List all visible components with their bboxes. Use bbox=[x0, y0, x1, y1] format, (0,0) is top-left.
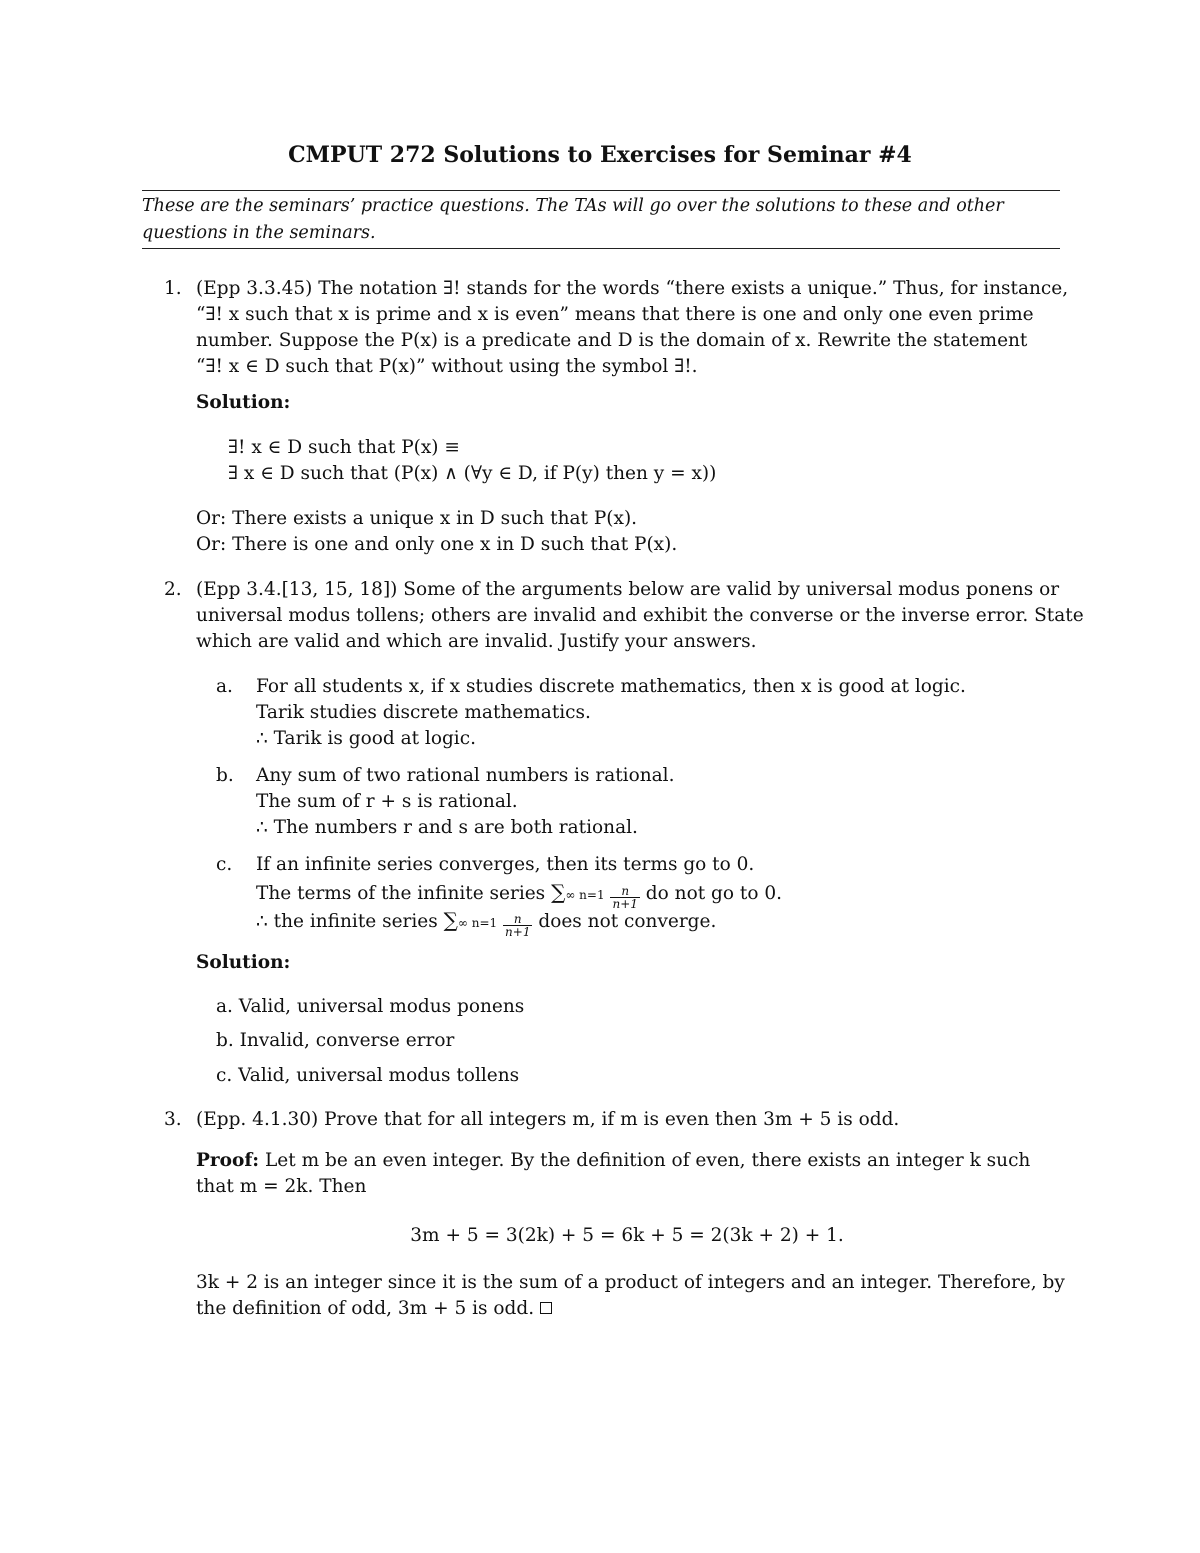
q3-proof-line-1 bbox=[196, 1148, 1030, 1174]
page-title: CMPUT 272 Solutions to Exercises for Seminar #4 bbox=[288, 142, 912, 168]
fraction-numerator: n bbox=[610, 885, 639, 898]
summation-symbol: ∑ bbox=[443, 908, 458, 932]
q3-proof-label: Proof: bbox=[196, 1150, 260, 1171]
q1-line-1: (Epp 3.3.45) The notation ∃! stands for the words “there exists a unique.” Thus, for instance, bbox=[196, 278, 1069, 299]
q2-c-label: c. bbox=[216, 854, 233, 875]
fraction-denominator: n+1 bbox=[612, 897, 638, 911]
q1-formula-2: ∃ x ∈ D such that (P(x) ∧ (∀y ∈ D, if P(y) then y = x)) bbox=[228, 463, 717, 484]
q2-line-1: (Epp 3.4.[13, 15, 18]) Some of the arguments below are valid by universal modus ponens or bbox=[196, 579, 1060, 600]
q1-or-2: Or: There is one and only one x in D such that P(x). bbox=[196, 534, 678, 555]
summation-limits: ∞ n=1 bbox=[565, 888, 605, 902]
q1-line-3: number. Suppose the P(x) is a predicate and D is the domain of x. Rewrite the statement bbox=[196, 330, 1028, 351]
q2-line-3: which are valid and which are invalid. Justify your answers. bbox=[196, 631, 757, 652]
q2-solution-label: Solution: bbox=[196, 952, 291, 973]
q2-c-line-3-post: does not converge. bbox=[538, 911, 717, 932]
q2-a-line-2: Tarik studies discrete mathematics. bbox=[256, 702, 591, 723]
q2-c-line-3 bbox=[256, 907, 716, 938]
fraction-denominator: n+1 bbox=[505, 925, 531, 939]
fraction bbox=[503, 913, 532, 938]
q1-line-4: “∃! x ∈ D such that P(x)” without using the symbol ∃!. bbox=[196, 356, 698, 377]
q2-c-line-2 bbox=[256, 879, 782, 910]
q3-conclusion-2 bbox=[196, 1296, 552, 1322]
q2-b-line-3: ∴ The numbers r and s are both rational. bbox=[256, 817, 638, 838]
q2-answer-a: a. Valid, universal modus ponens bbox=[216, 996, 525, 1017]
q3-conclusion-2-text: the definition of odd, 3m + 5 is odd. bbox=[196, 1298, 535, 1319]
q1-solution-label: Solution: bbox=[196, 392, 291, 413]
q2-b-line-2: The sum of r + s is rational. bbox=[256, 791, 518, 812]
q2-c-line-2-post: do not go to 0. bbox=[645, 883, 782, 904]
q2-c-line-2-pre: The terms of the infinite series bbox=[256, 883, 546, 904]
q3-equation: 3m + 5 = 3(2k) + 5 = 6k + 5 = 2(3k + 2) + 1. bbox=[410, 1225, 844, 1246]
summation-symbol: ∑ bbox=[551, 880, 566, 904]
q2-c-line-1: If an infinite series converges, then its terms go to 0. bbox=[256, 854, 755, 875]
q3-proof-text-1: Let m be an even integer. By the definition of even, there exists an integer k such bbox=[265, 1150, 1031, 1171]
q3-number: 3. bbox=[164, 1109, 182, 1130]
q3-proof-line-2: that m = 2k. Then bbox=[196, 1176, 367, 1197]
fraction-numerator: n bbox=[503, 913, 532, 926]
q2-a-label: a. bbox=[216, 676, 233, 697]
q1-or-1: Or: There exists a unique x in D such that P(x). bbox=[196, 508, 638, 529]
q2-answer-c: c. Valid, universal modus tollens bbox=[216, 1065, 520, 1086]
summation-limits: ∞ n=1 bbox=[457, 916, 498, 930]
q2-line-2: universal modus tollens; others are invalid and exhibit the converse or the inverse error. State bbox=[196, 605, 1084, 626]
q2-a-line-1: For all students x, if x studies discrete mathematics, then x is good at logic. bbox=[256, 676, 966, 697]
bottom-rule bbox=[142, 248, 1060, 249]
qed-square-icon bbox=[540, 1302, 552, 1314]
q2-number: 2. bbox=[164, 579, 182, 600]
q3-statement: (Epp. 4.1.30) Prove that for all integers m, if m is even then 3m + 5 is odd. bbox=[196, 1109, 900, 1130]
q1-number: 1. bbox=[164, 278, 182, 299]
top-rule bbox=[142, 190, 1060, 191]
q2-answer-b: b. Invalid, converse error bbox=[216, 1030, 455, 1051]
q1-formula-1: ∃! x ∈ D such that P(x) ≡ bbox=[228, 437, 460, 458]
q1-line-2: “∃! x such that x is prime and x is even” means that there is one and only one even prime bbox=[196, 304, 1034, 325]
q2-a-line-3: ∴ Tarik is good at logic. bbox=[256, 728, 476, 749]
q2-b-label: b. bbox=[216, 765, 234, 786]
intro-note: These are the seminars’ practice questions. The TAs will go over the solutions to these and other questions in the seminars. bbox=[142, 196, 1004, 243]
q3-conclusion-1: 3k + 2 is an integer since it is the sum of a product of integers and an integer. Therefore, by bbox=[196, 1272, 1065, 1293]
q2-c-line-3-pre: ∴ the infinite series bbox=[256, 911, 438, 932]
q2-b-line-1: Any sum of two rational numbers is rational. bbox=[256, 765, 675, 786]
